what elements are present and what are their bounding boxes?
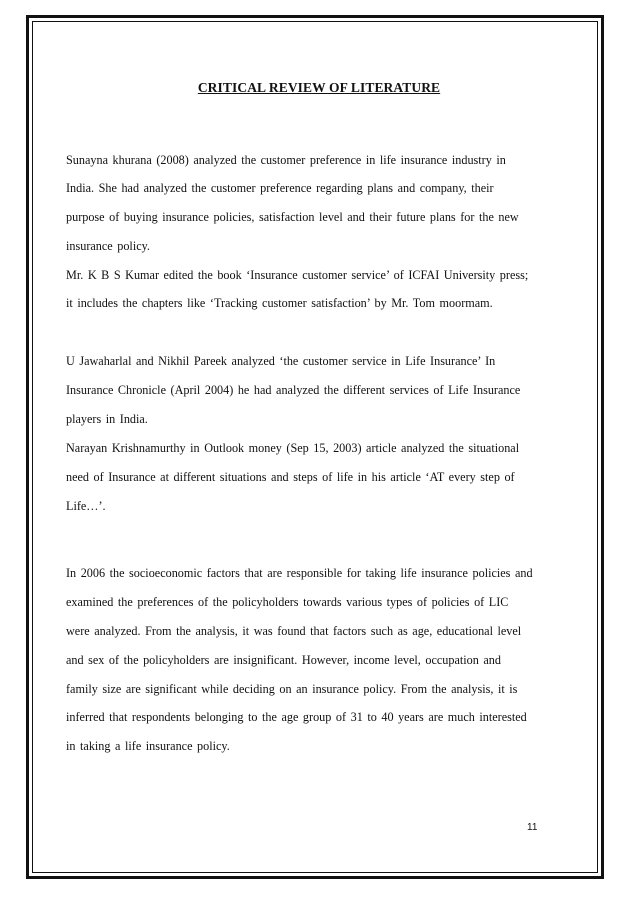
text-line: examined the preferences of the policyholders towards various types of policies of LIC [66, 595, 509, 609]
text-line: players in India. [66, 412, 148, 426]
text-line: it includes the chapters like ‘Tracking customer satisfaction’ by Mr. Tom moormam. [66, 296, 493, 310]
page-number: 11 [527, 822, 538, 833]
text-line: family size are significant while deciding on an insurance policy. From the analysis, it is [66, 682, 518, 696]
text-line: in taking a life insurance policy. [66, 739, 230, 753]
text-line: Narayan Krishnamurthy in Outlook money (Sep 15, 2003) article analyzed the situational [66, 441, 520, 455]
text-line: insurance policy. [66, 239, 150, 253]
text-line: Sunayna khurana (2008) analyzed the customer preference in life insurance industry in [66, 153, 506, 167]
page-title: CRITICAL REVIEW OF LITERATURE [197, 80, 441, 95]
text-line: India. She had analyzed the customer preference regarding plans and company, their [66, 181, 494, 195]
text-line: were analyzed. From the analysis, it was found that factors such as age, educational level [66, 624, 522, 638]
text-line: purpose of buying insurance policies, satisfaction level and their future plans for the new [66, 210, 519, 224]
text-line: inferred that respondents belonging to the age group of 31 to 40 years are much interested [66, 710, 527, 724]
text-line: and sex of the policyholders are insignificant. However, income level, occupation and [66, 653, 501, 667]
text-line: Mr. K B S Kumar edited the book ‘Insurance customer service’ of ICFAI University press; [66, 268, 529, 282]
text-line: In 2006 the socioeconomic factors that are responsible for taking life insurance policies and [66, 566, 533, 580]
text-line: need of Insurance at different situations and steps of life in his article ‘AT every step of [66, 470, 515, 484]
text-line: Life…’. [66, 499, 106, 513]
text-line: Insurance Chronicle (April 2004) he had analyzed the different services of Life Insurance [66, 383, 521, 397]
text-line: U Jawaharlal and Nikhil Pareek analyzed ‘the customer service in Life Insurance’ In [66, 354, 496, 368]
